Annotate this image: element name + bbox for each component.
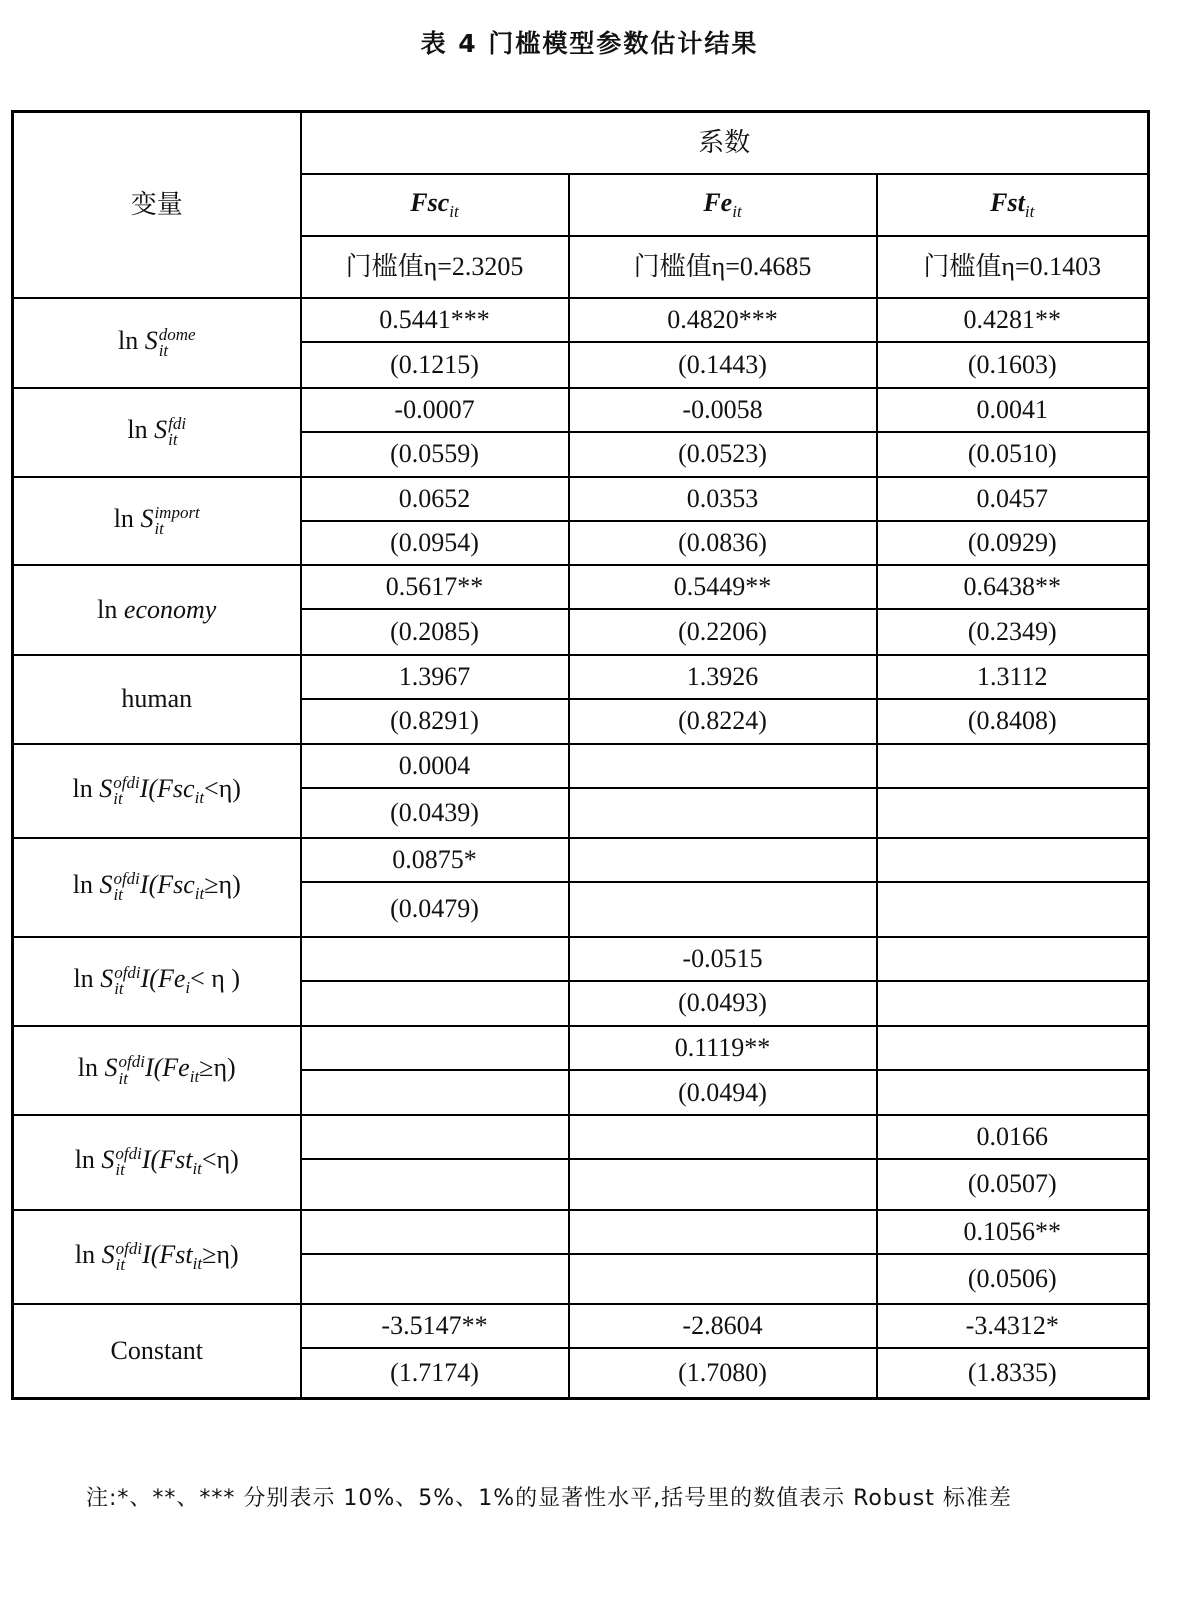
se-cell: (0.1443) (569, 342, 877, 387)
coef-cell: 0.0041 (877, 388, 1149, 432)
variable-label (13, 744, 301, 838)
superscript: ofdi (115, 1144, 142, 1164)
table-row (13, 838, 1149, 882)
s-symbol: S (144, 325, 158, 355)
subscript: it (113, 885, 123, 905)
se-cell (877, 1070, 1149, 1115)
superscript: ofdi (113, 772, 140, 792)
subscript: it (118, 1068, 128, 1088)
sup-sub (113, 772, 140, 808)
indicator-var: Fst (159, 1145, 193, 1175)
se-cell (569, 882, 877, 936)
coef-cell: 0.0457 (877, 477, 1149, 521)
se-cell: (0.0929) (877, 521, 1149, 565)
se-cell: (0.2085) (301, 609, 569, 654)
indicator-var: Fsc (157, 870, 195, 900)
variable-label (13, 565, 301, 654)
indicator-fn: I( (139, 773, 158, 803)
variable-label (13, 838, 301, 936)
se-cell (569, 788, 877, 838)
sup-sub (168, 416, 186, 448)
se-cell: (0.8291) (301, 699, 569, 744)
ln-symbol: ln (73, 964, 94, 994)
indicator-fn: I( (139, 870, 158, 900)
coef-cell: 1.3112 (877, 655, 1149, 699)
coef-cell: 1.3967 (301, 655, 569, 699)
ln-symbol: ln (72, 773, 93, 803)
se-cell: (0.0493) (569, 981, 877, 1026)
se-cell: (0.0559) (301, 432, 569, 477)
subscript: it (114, 979, 124, 999)
coef-cell: 0.4281** (877, 298, 1149, 342)
table-row (13, 1026, 1149, 1070)
se-cell: (0.0836) (569, 521, 877, 565)
coef-cell (301, 1210, 569, 1254)
coef-cell (877, 744, 1149, 788)
table-row (13, 1115, 1149, 1159)
s-symbol: S (99, 870, 113, 900)
coef-cell: 0.5449** (569, 565, 877, 609)
coef-cell: -3.5147** (301, 1304, 569, 1348)
coef-cell: 0.0166 (877, 1115, 1149, 1159)
s-symbol: S (101, 1239, 115, 1269)
ln-symbol: ln (127, 415, 148, 445)
superscript: fdi (168, 414, 187, 434)
variable-label (13, 1115, 301, 1209)
column-header-fst: Fst$_{it}$ (877, 174, 1149, 236)
coef-cell (301, 1026, 569, 1070)
coef-cell: 0.5617** (301, 565, 569, 609)
threshold-fe: 门槛值η=0.4685 (569, 236, 877, 298)
superscript: ofdi (115, 1238, 143, 1258)
coef-cell (569, 838, 877, 882)
ln-symbol: ln (97, 594, 118, 624)
s-symbol: S (100, 964, 114, 994)
se-cell: (0.1603) (877, 342, 1149, 387)
coef-cell: 0.1119** (569, 1026, 877, 1070)
se-cell: (0.0506) (877, 1254, 1149, 1304)
superscript: ofdi (118, 1052, 145, 1072)
indicator-rel: ≥η) (204, 870, 241, 900)
coef-cell: 0.0353 (569, 477, 877, 521)
footnote: 注:*、**、*** 分别表示 10%、5%、1%的显著性水平,括号里的数值表示 Robust 标准差 (86, 1486, 1012, 1511)
subscript: it (158, 340, 169, 360)
coef-cell: 0.0875* (301, 838, 569, 882)
se-cell: (0.8408) (877, 699, 1149, 744)
sup-sub (158, 324, 196, 360)
sup-sub (119, 1054, 145, 1086)
ln-symbol: ln (72, 870, 93, 900)
indicator-var: Fsc (157, 773, 195, 803)
column-header-fsc: Fsc$_{it}$ (301, 174, 569, 236)
variable-label (13, 655, 301, 744)
superscript: ofdi (113, 869, 140, 889)
se-cell: (1.8335) (877, 1348, 1149, 1398)
se-cell: (0.8224) (569, 699, 877, 744)
coef-cell (569, 1210, 877, 1254)
indicator-rel: <η) (201, 1145, 239, 1175)
indicator-var: Fe (162, 1053, 190, 1083)
superscript: dome (158, 324, 196, 344)
se-cell: (0.2206) (569, 609, 877, 654)
coef-cell: 0.6438** (877, 565, 1149, 609)
subscript: it (154, 519, 164, 539)
subscript: it (115, 1160, 125, 1180)
se-cell: (0.2349) (877, 609, 1149, 654)
subscript: it (168, 430, 178, 450)
se-cell: (0.0523) (569, 432, 877, 477)
coef-cell: 0.5441*** (301, 298, 569, 342)
indicator-sub: it (192, 1253, 203, 1273)
ln-symbol: ln (74, 1239, 96, 1269)
se-cell (569, 1159, 877, 1209)
se-cell: (0.0954) (301, 521, 569, 565)
indicator-sub: it (192, 1159, 202, 1179)
superscript: import (154, 502, 200, 522)
indicator-fn: I( (142, 1239, 160, 1269)
variable-label (13, 298, 301, 387)
coef-cell: 0.0004 (301, 744, 569, 788)
se-cell (301, 981, 569, 1026)
variable-label (13, 937, 301, 1026)
s-symbol: S (154, 415, 168, 445)
table-title: 表 4 门槛模型参数估计结果 (420, 29, 759, 58)
table-row (13, 477, 1149, 521)
coefficient-header: 系数 (301, 112, 1149, 174)
se-cell (569, 1254, 877, 1304)
table-row (13, 1304, 1149, 1348)
indicator-rel: ≥η) (202, 1239, 239, 1269)
coef-cell (569, 1115, 877, 1159)
indicator-fn: I( (144, 1053, 163, 1083)
sup-sub (113, 871, 139, 903)
variable-label (13, 1210, 301, 1304)
table-row (13, 744, 1149, 788)
table-row (13, 655, 1149, 699)
se-cell: (0.0439) (301, 788, 569, 838)
superscript: ofdi (114, 963, 141, 983)
se-cell: (0.0479) (301, 882, 569, 936)
table-row (13, 565, 1149, 609)
ln-symbol: ln (74, 1145, 95, 1175)
se-cell: (0.0510) (877, 432, 1149, 477)
ln-symbol: ln (113, 503, 134, 533)
indicator-sub: i (185, 978, 191, 998)
indicator-rel: ≥η) (199, 1053, 236, 1083)
ln-symbol: ln (117, 325, 139, 355)
indicator-rel: <η) (204, 773, 241, 803)
s-symbol: S (140, 503, 154, 533)
indicator-fn: I( (141, 1145, 160, 1175)
coef-cell: -0.0007 (301, 388, 569, 432)
label-word: economy (123, 594, 217, 624)
sup-sub (154, 502, 200, 539)
se-cell: (0.0507) (877, 1159, 1149, 1209)
threshold-fsc: 门槛值η=2.3205 (301, 236, 569, 298)
variable-label (13, 1304, 301, 1399)
se-cell: (0.0494) (569, 1070, 877, 1115)
coef-cell: 1.3926 (569, 655, 877, 699)
se-cell (877, 788, 1149, 838)
se-cell (877, 882, 1149, 936)
table-row (13, 388, 1149, 432)
sup-sub (115, 1146, 141, 1178)
s-symbol: S (104, 1053, 118, 1083)
se-cell: (1.7174) (301, 1348, 569, 1398)
indicator-var: Fst (159, 1239, 193, 1269)
se-cell: (0.1215) (301, 342, 569, 387)
coef-cell (877, 937, 1149, 981)
coef-cell: 0.0652 (301, 477, 569, 521)
coef-cell (569, 744, 877, 788)
coef-cell: -3.4312* (877, 1304, 1149, 1348)
se-cell (301, 1159, 569, 1209)
variable-header: 变量 (13, 112, 301, 299)
variable-label (13, 388, 301, 477)
se-cell: (1.7080) (569, 1348, 877, 1398)
sup-sub (115, 1238, 143, 1274)
se-cell (301, 1070, 569, 1115)
ln-symbol: ln (77, 1053, 99, 1083)
indicator-var: Fe (157, 964, 186, 994)
coef-cell: -0.0515 (569, 937, 877, 981)
indicator-rel: < η ) (190, 964, 241, 994)
s-symbol: S (99, 773, 113, 803)
se-cell (301, 1254, 569, 1304)
indicator-sub: it (194, 787, 205, 807)
coef-cell: 0.4820*** (569, 298, 877, 342)
se-cell (877, 981, 1149, 1026)
table-row (13, 298, 1149, 342)
coef-cell: 0.1056** (877, 1210, 1149, 1254)
indicator-sub: it (194, 884, 205, 904)
s-symbol: S (101, 1145, 115, 1175)
table-row (13, 937, 1149, 981)
subscript: it (115, 1254, 126, 1274)
coef-cell (877, 1026, 1149, 1070)
variable-label (13, 477, 301, 565)
variable-label (13, 1026, 301, 1115)
column-header-fe: $Fe_{it}$ (569, 174, 877, 236)
coef-cell: -0.0058 (569, 388, 877, 432)
subscript: it (113, 789, 123, 808)
label-text: Constant (110, 1335, 203, 1365)
sup-sub (114, 965, 140, 997)
threshold-fst: 门槛值η=0.1403 (877, 236, 1149, 298)
results-table (11, 110, 1150, 1400)
coef-cell: -2.8604 (569, 1304, 877, 1348)
table-row (13, 1210, 1149, 1254)
coef-cell (301, 1115, 569, 1159)
indicator-sub: it (189, 1067, 200, 1087)
indicator-fn: I( (140, 964, 158, 994)
label-text: human (121, 684, 193, 714)
coef-cell (877, 838, 1149, 882)
coef-cell (301, 937, 569, 981)
